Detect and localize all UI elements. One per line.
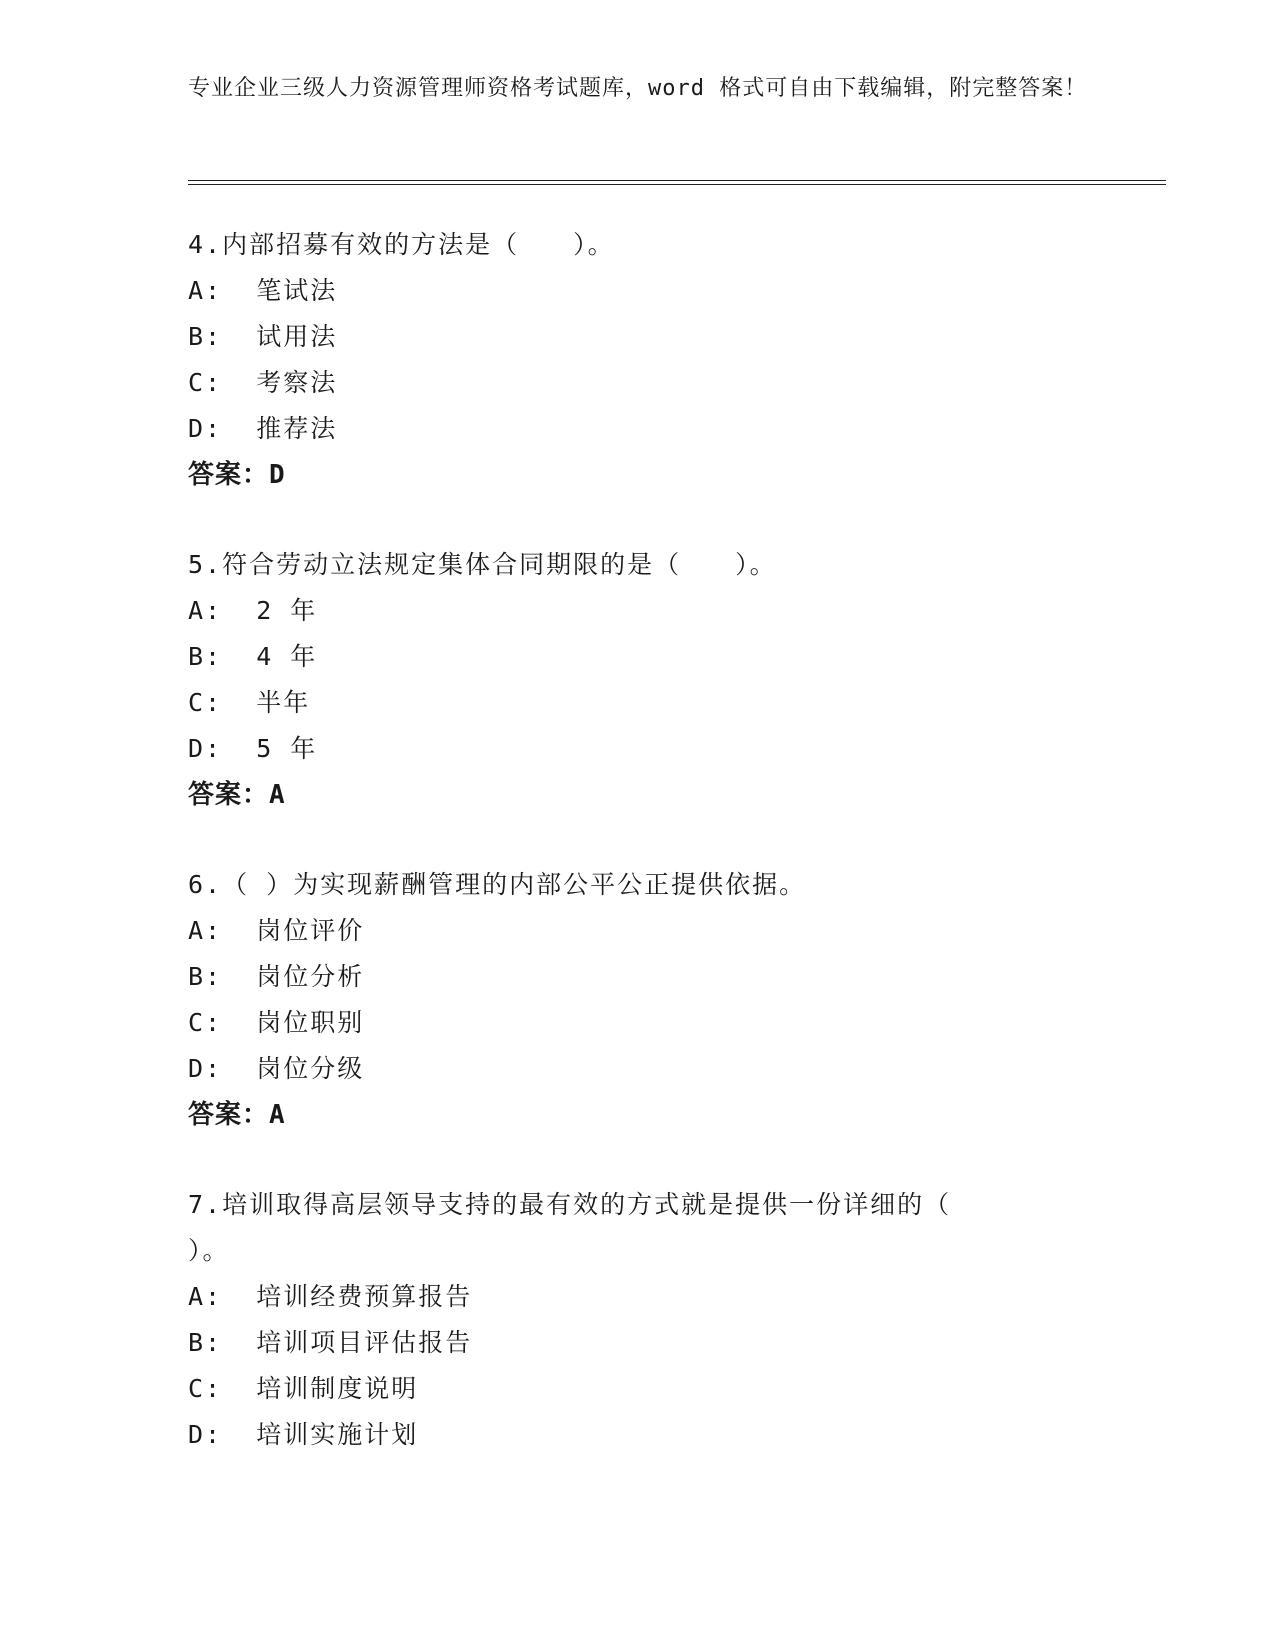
header-double-rule	[188, 180, 1166, 185]
question-stem: 7.培训取得高层领导支持的最有效的方式就是提供一份详细的（ ）。	[188, 1190, 952, 1265]
option-d: D: 推荐法	[188, 414, 338, 443]
option-a: A: 岗位评价	[188, 916, 365, 945]
option-b: B: 试用法	[188, 322, 338, 351]
option-d: D: 岗位分级	[188, 1054, 365, 1083]
option-c: C: 半年	[188, 688, 311, 717]
document-header-description: 专业企业三级人力资源管理师资格考试题库，word 格式可自由下载编辑，附完整答案！	[188, 76, 1088, 101]
question-6	[188, 862, 1088, 1138]
question-stem: 6.（ ）为实现薪酬管理的内部公平公正提供依据。	[188, 870, 807, 899]
option-a: A: 培训经费预算报告	[188, 1282, 473, 1311]
option-d: D: 5 年	[188, 734, 318, 763]
option-b: B: 岗位分析	[188, 962, 365, 991]
question-4	[188, 222, 1088, 498]
question-5	[188, 542, 1088, 818]
option-c: C: 培训制度说明	[188, 1374, 419, 1403]
answer: 答案：D	[188, 460, 286, 490]
option-a: A: 2 年	[188, 596, 318, 625]
option-b: B: 4 年	[188, 642, 318, 671]
option-d: D: 培训实施计划	[188, 1420, 419, 1449]
option-c: C: 岗位职别	[188, 1008, 365, 1037]
answer: 答案：A	[188, 1100, 286, 1130]
option-b: B: 培训项目评估报告	[188, 1328, 473, 1357]
option-c: C: 考察法	[188, 368, 338, 397]
answer: 答案：A	[188, 780, 286, 810]
question-stem: 4.内部招募有效的方法是（ ）。	[188, 230, 615, 259]
option-a: A: 笔试法	[188, 276, 338, 305]
question-7	[188, 1182, 1088, 1458]
question-stem: 5.符合劳动立法规定集体合同期限的是（ ）。	[188, 550, 777, 579]
